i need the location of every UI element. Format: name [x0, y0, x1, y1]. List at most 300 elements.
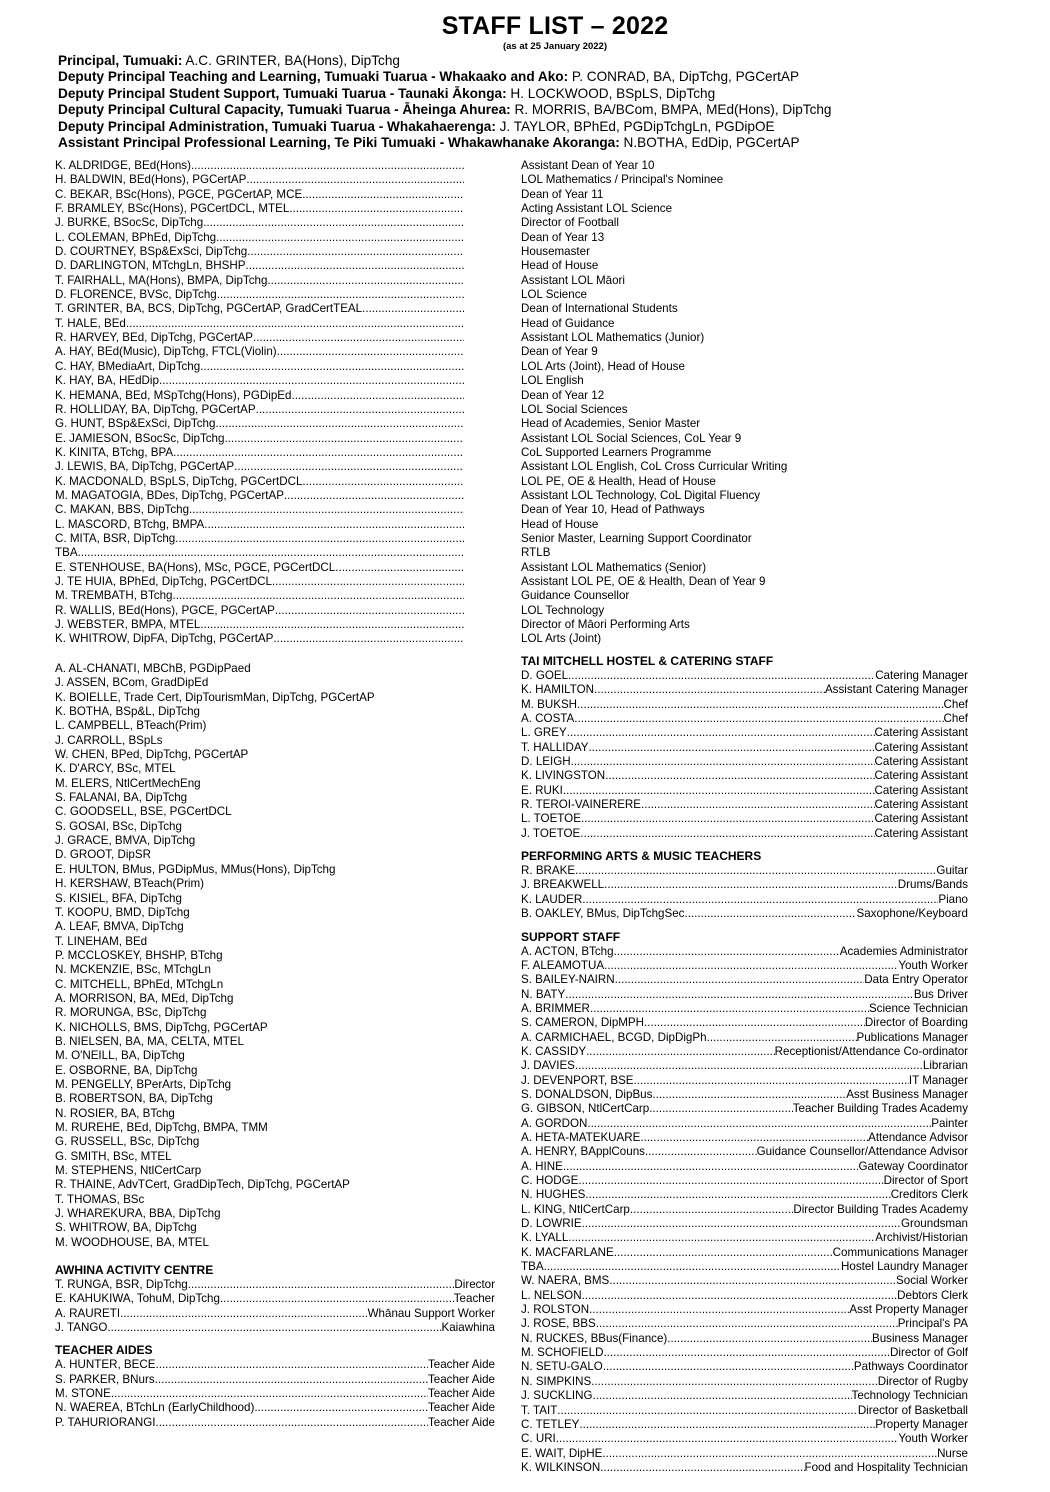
dot-leader [277, 345, 464, 359]
staff-role: LOL PE, OE & Health, Head of House [521, 474, 716, 488]
staff-row [55, 632, 464, 646]
staff-role: Bus Driver [913, 987, 968, 1001]
staff-role: Dean of Year 11 [521, 187, 604, 201]
dot-leader [200, 360, 464, 374]
staff-row [55, 546, 464, 560]
staff-role: LOL Arts (Joint) [521, 632, 602, 646]
staff-role: Youth Worker [898, 1432, 968, 1446]
teacher-name: A. LEAF, BMVA, DipTchg [55, 920, 184, 934]
dot-leader [574, 712, 943, 726]
dot-leader [191, 159, 464, 173]
staff-role: Director of Football [521, 216, 619, 230]
staff-role: Catering Assistant [874, 769, 968, 783]
teacher-name: S. WHITROW, BA, DipTchg [55, 1221, 197, 1235]
leader-role: Deputy Principal Cultural Capacity, Tumuaki Tuarua - Āheinga Ahurea: [58, 102, 511, 118]
senior-leadership-list [58, 53, 1038, 151]
staff-name: M. SCHOFIELD [521, 1346, 604, 1360]
teacher-name: T. KOOPU, BMD, DipTchg [55, 905, 190, 919]
staff-row [521, 1145, 968, 1159]
staff-role: LOL Mathematics / Principal's Nominee [521, 173, 724, 187]
dot-leader [567, 726, 875, 740]
leader-role: Assistant Principal Professional Learning, Te Piki Tumuaki - Whakawhanake Akoranga: [58, 135, 620, 151]
staff-name: C. TETLEY [521, 1417, 580, 1431]
staff-row [55, 561, 464, 575]
staff-role: Publications Manager [856, 1030, 968, 1044]
staff-row [521, 1375, 968, 1389]
staff-row [521, 864, 968, 878]
dot-leader [614, 1246, 833, 1260]
section-heading: PERFORMING ARTS & MUSIC TEACHERS [521, 849, 762, 864]
staff-row [521, 1274, 968, 1288]
staff-row [55, 389, 464, 403]
staff-row [521, 1174, 968, 1188]
staff-row [55, 489, 464, 503]
teacher-name: J. WHAREKURA, BBA, DipTchg [55, 1207, 221, 1221]
staff-row [521, 1404, 968, 1418]
dot-leader [652, 1088, 846, 1102]
staff-role: Business Manager [871, 1331, 968, 1345]
staff-name: R. HARVEY, BEd, DipTchg, PGCertAP [55, 331, 254, 345]
staff-name: K. LIVINGSTON [521, 769, 606, 783]
page-title: STAFF LIST – 2022 [441, 12, 669, 40]
staff-role: Piano [938, 892, 968, 906]
staff-role: Asst Business Manager [846, 1087, 968, 1101]
staff-role: Assistant LOL Māori [521, 273, 625, 287]
staff-name: TBA [55, 546, 78, 560]
staff-row [55, 1321, 495, 1335]
staff-name: D. LEIGH [521, 755, 571, 769]
dot-leader [585, 1188, 890, 1202]
staff-role: Chef [943, 712, 968, 726]
teacher-name: D. GROOT, DipSR [55, 848, 151, 862]
dot-leader [579, 1418, 875, 1432]
staff-role: Director of Rugby [877, 1374, 968, 1388]
staff-row [521, 1031, 968, 1045]
staff-row [521, 1432, 968, 1446]
dot-leader [335, 561, 464, 575]
staff-name: C. MITA, BSR, DipTchg [55, 531, 176, 545]
dot-leader [634, 1074, 909, 1088]
staff-row [521, 945, 968, 959]
staff-name: R. WALLIS, BEd(Hons), PGCE, PGCertAP [55, 603, 275, 617]
staff-role: Catering Assistant [874, 755, 968, 769]
staff-row [521, 1447, 968, 1461]
staff-row [521, 1160, 968, 1174]
dot-leader [563, 1160, 859, 1174]
teacher-name: M. WOODHOUSE, BA, MTEL [55, 1235, 209, 1249]
staff-row [55, 302, 464, 316]
dot-leader [609, 1274, 896, 1288]
dot-leader [580, 827, 874, 841]
staff-row [521, 698, 968, 712]
staff-role: Receptionist/Attendance Co-ordinator [774, 1044, 968, 1058]
staff-role: Guidance Counsellor [521, 589, 630, 603]
leader-name: P. CONRAD, BA, DipTchg, PGCertAP [568, 69, 800, 85]
teacher-name: R. MORUNGA, BSc, DipTchg [55, 1006, 207, 1020]
staff-row [521, 1332, 968, 1346]
staff-role: LOL Science [521, 288, 587, 302]
dot-leader [614, 945, 840, 959]
staff-role: Teacher Building Trades Academy [792, 1102, 968, 1116]
teacher-name: N. ROSIER, BA, BTchg [55, 1106, 175, 1120]
staff-row [55, 159, 464, 173]
teachers-with-roles-roles [521, 159, 968, 647]
staff-row [55, 1358, 495, 1372]
dot-leader [173, 446, 464, 460]
staff-row [55, 475, 464, 489]
staff-name: M. TREMBATH, BTchg [55, 589, 173, 603]
staff-role: Drums/Bands [897, 878, 968, 892]
staff-name: S. DONALDSON, DipBus [521, 1087, 653, 1101]
staff-role: Youth Worker [898, 958, 968, 972]
staff-name: H. BALDWIN, BEd(Hons), PGCertAP [55, 173, 247, 187]
staff-name: K. WHITROW, DipFA, DipTchg, PGCertAP [55, 632, 274, 646]
staff-name: D. DARLINGTON, MTchgLn, BHSHP [55, 259, 246, 273]
teacher-name: E. OSBORNE, BA, DipTchg [55, 1063, 198, 1077]
dot-leader [684, 907, 856, 921]
teacher-name: L. CAMPBELL, BTeach(Prim) [55, 719, 207, 733]
dot-leader [362, 302, 464, 316]
staff-name: C. MAKAN, BBS, DipTchg [55, 503, 190, 517]
section-heading: SUPPORT STAFF [521, 929, 621, 944]
dot-leader [604, 878, 898, 892]
teacher-name: N. MCKENZIE, BSc, MTchgLn [55, 963, 211, 977]
dot-leader [568, 669, 875, 683]
staff-name: S. BAILEY-NAIRN [521, 973, 615, 987]
staff-role: Director [454, 1278, 495, 1291]
dot-leader [577, 698, 943, 712]
leader-line [58, 69, 1038, 85]
staff-role: Dean of Year 10, Head of Pathways [521, 503, 705, 517]
dot-leader [126, 317, 464, 331]
dot-leader [189, 503, 464, 517]
staff-role: Catering Assistant [874, 740, 968, 754]
teacher-name: C. MITCHELL, BPhEd, MTchgLn [55, 977, 224, 991]
staff-name: R. BRAKE [521, 864, 576, 878]
as-at-date: (as at 25 January 2022) [502, 41, 608, 52]
staff-name: A. GORDON [521, 1116, 588, 1130]
teacher-name: M. O'NEILL, BA, DipTchg [55, 1049, 185, 1063]
staff-name: K. CASSIDY [521, 1044, 587, 1058]
section-gap [521, 922, 968, 930]
staff-role: LOL Technology [521, 603, 605, 617]
staff-row [55, 259, 464, 273]
staff-name: J. TOETOE [521, 826, 581, 840]
teachers-with-roles-names [55, 159, 464, 647]
staff-role: LOL Social Sciences [521, 402, 628, 416]
staff-name: R. HOLLIDAY, BA, DipTchg, PGCertAP [55, 402, 256, 416]
dot-leader [640, 1131, 868, 1145]
staff-name: S. PARKER, BNurs [55, 1372, 155, 1386]
staff-row [521, 1317, 968, 1331]
dot-leader [593, 1389, 852, 1403]
staff-name: E. STENHOUSE, BA(Hons), MSc, PGCE, PGCertDCL [55, 560, 336, 574]
dot-leader [175, 532, 464, 546]
staff-name: A. CARMICHAEL, BCGD, DipDigPh [521, 1030, 707, 1044]
staff-name: P. TAHURIORANGI [55, 1415, 156, 1429]
staff-role: Pathways Coordinator [853, 1360, 968, 1374]
staff-row [521, 1059, 968, 1073]
staff-row [521, 741, 968, 755]
teacher-name: M. RUREHE, BEd, DipTchg, BMPA, TMM [55, 1121, 268, 1134]
staff-name: L. COLEMAN, BPhEd, DipTchg [55, 230, 217, 244]
dot-leader [588, 741, 874, 755]
staff-name: J. ROLSTON [521, 1303, 590, 1317]
section-gap [55, 1335, 495, 1343]
staff-name: L. NELSON [521, 1288, 582, 1302]
leader-line [58, 102, 1038, 118]
staff-role: Teacher Aide [427, 1401, 495, 1415]
staff-name: N. WAEREA, BTchLn (EarlyChildhood) [55, 1401, 255, 1415]
teacher-name: T. THOMAS, BSc [55, 1192, 145, 1206]
staff-name: A. ACTON, BTchg [521, 944, 614, 958]
staff-role: Housemaster [521, 245, 590, 259]
teacher-name: T. LINEHAM, BEd [55, 934, 148, 948]
staff-role: Assistant LOL PE, OE & Health, Dean of Year 9 [521, 574, 766, 588]
staff-row [55, 1278, 495, 1292]
teacher-name: J. ASSEN, BCom, GradDipEd [55, 676, 209, 690]
dot-leader [575, 1059, 923, 1073]
staff-name: J. DAVIES [521, 1059, 575, 1073]
staff-role: Assistant Catering Manager [824, 683, 968, 697]
staff-name: T. HALLIDAY [521, 740, 589, 754]
staff-row [55, 618, 464, 632]
staff-role: Teacher Aide [427, 1387, 495, 1401]
section-heading: TAI MITCHELL HOSTEL & CATERING STAFF [521, 654, 774, 668]
dot-leader [204, 518, 464, 532]
staff-name: L. GREY [521, 726, 567, 740]
teacher-name: E. HULTON, BMus, PGDipMus, MMus(Hons), DipTchg [55, 862, 336, 876]
dot-leader [155, 1373, 428, 1387]
staff-row [521, 988, 968, 1002]
staff-name: M. BUKSH [521, 697, 578, 711]
leader-line [58, 53, 1038, 69]
staff-name: A. HUNTER, BECE [55, 1358, 156, 1372]
staff-role: Kaiawhina [441, 1321, 495, 1335]
staff-role: Communications Manager [832, 1245, 968, 1259]
staff-role: Dean of Year 13 [521, 230, 605, 244]
staff-name: F. BRAMLEY, BSc(Hons), PGCertDCL, MTEL [55, 202, 290, 216]
staff-row [55, 503, 464, 517]
dot-leader [649, 1102, 793, 1116]
dot-leader [273, 632, 464, 646]
staff-role: Whānau Support Worker [367, 1306, 495, 1320]
dot-leader [111, 1387, 428, 1401]
staff-role: Assistant LOL Social Sciences, CoL Year 9 [521, 431, 742, 445]
leader-role: Deputy Principal Student Support, Tumuaki Tuarua - Taunaki Ākonga: [58, 85, 507, 101]
staff-role: Teacher Aide [427, 1358, 495, 1372]
staff-role: LOL Arts (Joint), Head of House [521, 359, 685, 373]
staff-row [521, 812, 968, 826]
dot-leader [217, 288, 464, 302]
staff-role: Senior Master, Learning Support Coordinator [521, 531, 752, 545]
staff-row [55, 231, 464, 245]
staff-row [521, 726, 968, 740]
leader-name: J. TAYLOR, BPhEd, PGDipTchgLn, PGDipOE [495, 118, 775, 134]
staff-name: D. COURTNEY, BSp&ExSci, DipTchg [55, 245, 248, 259]
staff-role: Chef [943, 697, 968, 711]
staff-name: J. TE HUIA, BPhEd, DipTchg, PGCertDCL [55, 574, 272, 588]
staff-row [55, 446, 464, 460]
staff-role: Assistant Dean of Year 10 [521, 159, 655, 172]
staff-name: T. HALE, BEd [55, 316, 126, 330]
staff-name: J. LEWIS, BA, DipTchg, PGCertAP [55, 460, 235, 474]
dot-leader [644, 1016, 865, 1030]
staff-row [55, 1373, 495, 1387]
dot-leader [200, 618, 464, 632]
teacher-name: M. STEPHENS, NtlCertCarp [55, 1164, 202, 1178]
dot-leader [589, 1303, 849, 1317]
staff-name: J. TANGO [55, 1321, 108, 1335]
dot-leader [159, 374, 464, 388]
leader-role: Principal, Tumuaki: [58, 53, 183, 68]
staff-row [55, 1416, 495, 1430]
staff-role: Data Entry Operator [864, 973, 968, 987]
staff-row [521, 1303, 968, 1317]
staff-role: Groundsman [900, 1217, 968, 1231]
staff-row [55, 604, 464, 618]
staff-row [521, 1217, 968, 1231]
staff-row [521, 973, 968, 987]
staff-row [55, 374, 464, 388]
staff-row [55, 360, 464, 374]
dot-leader [215, 417, 464, 431]
staff-role: Guitar [936, 864, 968, 878]
staff-row [55, 216, 464, 230]
staff-name: B. OAKLEY, BMus, DipTchgSec [521, 907, 685, 921]
staff-role: Catering Assistant [874, 798, 968, 812]
staff-row [521, 878, 968, 892]
staff-row [521, 712, 968, 726]
staff-role: Guidance Counsellor/Attendance Advisor [756, 1145, 968, 1159]
staff-name: A. HENRY, BApplCouns [521, 1145, 645, 1159]
staff-row [55, 417, 464, 431]
staff-role: Catering Assistant [874, 726, 968, 740]
dot-leader [591, 1375, 878, 1389]
staff-role: LOL English [521, 374, 584, 388]
staff-name: T. TAIT [521, 1403, 558, 1417]
staff-role: Catering Assistant [874, 812, 968, 826]
staff-row [521, 1289, 968, 1303]
staff-name: K. ALDRIDGE, BEd(Hons) [55, 159, 191, 172]
staff-name: J. BURKE, BSocSc, DipTchg [55, 216, 204, 230]
staff-name: N. HUGHES [521, 1188, 586, 1202]
teacher-name: S. KISIEL, BFA, DipTchg [55, 891, 182, 905]
staff-row [55, 188, 464, 202]
staff-name: S. CAMERON, DipMPH [521, 1016, 645, 1030]
staff-role: Assistant LOL Technology, CoL Digital Fluency [521, 488, 761, 502]
staff-name: J. WEBSTER, BMPA, MTEL [55, 618, 201, 631]
staff-role: Academies Administrator [839, 944, 968, 958]
dot-leader [246, 173, 464, 187]
staff-row [55, 1292, 495, 1306]
staff-name: N. SIMPKINS [521, 1374, 592, 1388]
dot-leader [246, 259, 465, 273]
leader-line [58, 86, 1038, 102]
staff-role: IT Manager [908, 1073, 968, 1087]
staff-row [521, 1360, 968, 1374]
dot-leader [302, 475, 464, 489]
staff-row [521, 1002, 968, 1016]
dot-leader [571, 755, 875, 769]
staff-name: A. RAURETI [55, 1306, 121, 1320]
staff-role: Principal's PA [897, 1317, 968, 1331]
staff-role: Social Worker [896, 1274, 968, 1288]
staff-row [55, 575, 464, 589]
teacher-name: M. ELERS, NtlCertMechEng [55, 776, 201, 790]
dot-leader [275, 604, 464, 618]
dot-leader [563, 784, 875, 798]
staff-name: E. JAMIESON, BSocSc, DipTchg [55, 431, 225, 445]
teacher-name: K. BOTHA, BSp&L, DipTchg [55, 705, 200, 719]
dot-leader [707, 1031, 857, 1045]
staff-name: F. ALEAMOTUA [521, 958, 605, 972]
dot-leader [220, 1292, 454, 1306]
staff-row [521, 1418, 968, 1432]
staff-role: Director of Golf [890, 1346, 968, 1360]
dot-leader [641, 798, 875, 812]
staff-row [55, 331, 464, 345]
staff-row [521, 769, 968, 783]
staff-name: C. URI [521, 1432, 556, 1446]
teacher-name: R. THAINE, AdvTCert, GradDipTech, DipTchg, PGCertAP [55, 1178, 350, 1192]
dot-leader [602, 1447, 937, 1461]
dot-leader [254, 1401, 428, 1415]
teacher-name: K. BOIELLE, Trade Cert, DipTourismMan, DipTchg, PGCertAP [55, 690, 375, 704]
dot-leader [594, 683, 825, 697]
staff-row [521, 1102, 968, 1116]
teacher-name: C. GOODSELL, BSE, PGCertDCL [55, 805, 232, 819]
staff-name: E. WAIT, DipHE [521, 1446, 603, 1460]
staff-role: Archivist/Historian [875, 1231, 968, 1245]
dot-leader [256, 403, 464, 417]
staff-name: R. TEROI-VAINERERE [521, 798, 642, 812]
staff-row [521, 1246, 968, 1260]
staff-row [521, 1117, 968, 1131]
staff-name: D. LOWRIE [521, 1217, 582, 1231]
teacher-name: J. CARROLL, BSpLs [55, 733, 163, 747]
staff-name: K. HEMANA, BEd, MSpTchg(Hons), PGDipEd [55, 388, 292, 402]
staff-name: K. LAUDER [521, 892, 583, 906]
leader-name: A.C. GRINTER, BA(Hons), DipTchg [182, 53, 400, 68]
staff-row [55, 345, 464, 359]
staff-name: TBA [521, 1260, 544, 1274]
staff-name: J. BREAKWELL [521, 878, 605, 892]
staff-name: T. FAIRHALL, MA(Hons), BMPA, DipTchg [55, 273, 268, 287]
dot-leader [582, 1289, 898, 1303]
staff-name: K. MACFARLANE [521, 1245, 614, 1259]
leader-name: N.BOTHA, EdDip, PGCertAP [619, 135, 800, 151]
dot-leader [603, 1346, 890, 1360]
staff-row [521, 1016, 968, 1030]
staff-name: A. HETA-MATEKUARE [521, 1130, 641, 1144]
staff-name: K. LYALL [521, 1231, 569, 1245]
staff-role: RTLB [521, 546, 551, 560]
dot-leader [291, 389, 464, 403]
staff-row [521, 1074, 968, 1088]
staff-role: Director of Basketball [857, 1403, 968, 1417]
staff-name: K. WILKINSON [521, 1460, 601, 1474]
dot-leader [645, 1145, 757, 1159]
leader-line [58, 135, 1038, 151]
staff-role: Property Manager [875, 1417, 968, 1431]
teacher-name: B. ROBERTSON, BA, DipTchg [55, 1092, 213, 1106]
staff-role: Science Technician [868, 1001, 968, 1015]
staff-row [521, 1346, 968, 1360]
dot-leader [78, 546, 464, 560]
staff-row [55, 317, 464, 331]
staff-role: Teacher Aide [427, 1372, 495, 1386]
